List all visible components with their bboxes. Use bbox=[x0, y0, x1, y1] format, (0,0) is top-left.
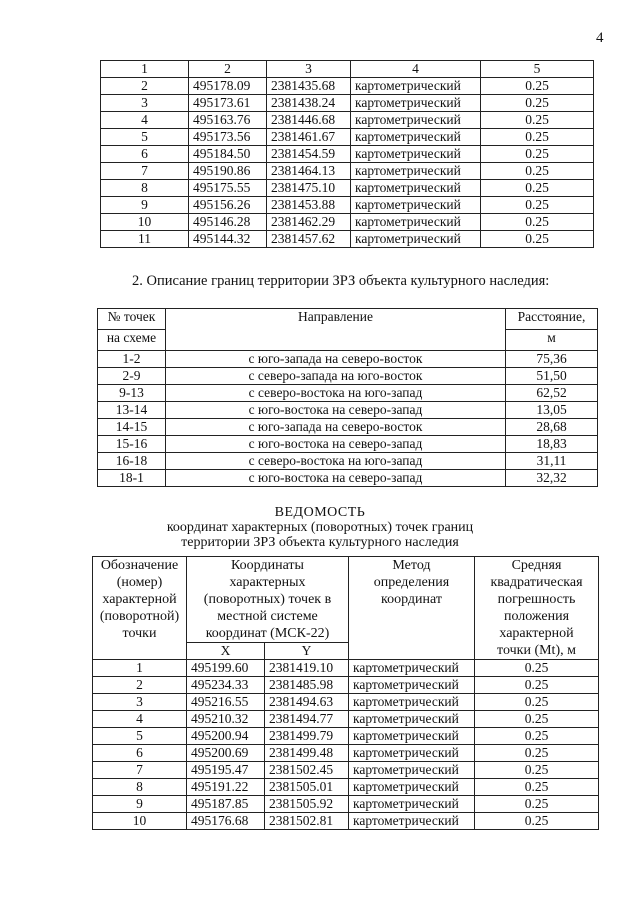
table-cell: с северо-востока на юго-запад bbox=[166, 385, 506, 402]
table-cell: с юго-запада на северо-восток bbox=[166, 419, 506, 436]
table-cell: 0.25 bbox=[475, 660, 599, 677]
table2-header-row bbox=[98, 309, 598, 330]
table-cell: 13-14 bbox=[98, 402, 166, 419]
table-cell: 495191.22 bbox=[187, 779, 265, 796]
header-points-line1: № точек bbox=[98, 309, 166, 330]
table-cell: 2381462.29 bbox=[267, 214, 351, 231]
table-cell: 495163.76 bbox=[189, 112, 267, 129]
table-cell: 0.25 bbox=[481, 180, 594, 197]
table-cell: картометрический bbox=[351, 129, 481, 146]
header-line: характерной bbox=[499, 626, 574, 641]
table-cell: 495175.55 bbox=[189, 180, 267, 197]
table-row bbox=[98, 385, 598, 402]
table-cell: 9-13 bbox=[98, 385, 166, 402]
table-row bbox=[93, 677, 599, 694]
header-distance-line1: Расстояние, bbox=[506, 309, 598, 330]
table-cell: 8 bbox=[101, 180, 189, 197]
table-cell: 0.25 bbox=[475, 813, 599, 830]
table-cell: 495234.33 bbox=[187, 677, 265, 694]
table-cell: 0.25 bbox=[481, 129, 594, 146]
table3-body bbox=[93, 660, 599, 830]
table-cell: 28,68 bbox=[506, 419, 598, 436]
table-cell: 2381461.67 bbox=[267, 129, 351, 146]
table-cell: 4 bbox=[93, 711, 187, 728]
column-number-header: 1 bbox=[101, 61, 189, 78]
table-cell: 2381475.10 bbox=[267, 180, 351, 197]
table-cell: картометрический bbox=[349, 660, 475, 677]
table-cell: картометрический bbox=[349, 796, 475, 813]
table-cell: картометрический bbox=[351, 78, 481, 95]
table-row bbox=[101, 78, 594, 95]
header-distance-line2: м bbox=[506, 330, 598, 351]
table-cell: 2381419.10 bbox=[265, 660, 349, 677]
header-line: Метод bbox=[392, 558, 431, 573]
table-cell: с северо-востока на юго-запад bbox=[166, 453, 506, 470]
table-cell: 10 bbox=[93, 813, 187, 830]
table-cell: 2381502.81 bbox=[265, 813, 349, 830]
table-cell: 4 bbox=[101, 112, 189, 129]
table-cell: с юго-востока на северо-запад bbox=[166, 470, 506, 487]
table-cell: 2381499.48 bbox=[265, 745, 349, 762]
table-cell: 495199.60 bbox=[187, 660, 265, 677]
vedomost-coordinates-table bbox=[92, 556, 599, 830]
table-cell: 2381438.24 bbox=[267, 95, 351, 112]
header-line: характерной bbox=[102, 592, 177, 607]
column-number-header: 2 bbox=[189, 61, 267, 78]
table-row bbox=[98, 402, 598, 419]
table-cell: 495184.50 bbox=[189, 146, 267, 163]
table-cell: 2381502.45 bbox=[265, 762, 349, 779]
table-cell: 62,52 bbox=[506, 385, 598, 402]
header-line: характерных bbox=[229, 575, 306, 590]
table-cell: 2 bbox=[101, 78, 189, 95]
table-cell: 8 bbox=[93, 779, 187, 796]
table-cell: 1 bbox=[93, 660, 187, 677]
header-line: местной системе bbox=[217, 609, 318, 624]
table-cell: 5 bbox=[93, 728, 187, 745]
table-row bbox=[93, 779, 599, 796]
table-cell: 2381499.79 bbox=[265, 728, 349, 745]
header-x: X bbox=[187, 643, 265, 660]
table-cell: 16-18 bbox=[98, 453, 166, 470]
header-line: квадратическая bbox=[490, 575, 583, 590]
header-point-designation bbox=[93, 557, 187, 660]
table-cell: 0.25 bbox=[481, 231, 594, 248]
table-cell: с северо-запада на юго-восток bbox=[166, 368, 506, 385]
table-cell: 2381494.77 bbox=[265, 711, 349, 728]
table-cell: 18-1 bbox=[98, 470, 166, 487]
table-cell: картометрический bbox=[351, 214, 481, 231]
table-cell: 2381453.88 bbox=[267, 197, 351, 214]
table-row bbox=[101, 129, 594, 146]
vedomost-subtitle-line1: координат характерных (поворотных) точек границ bbox=[166, 520, 474, 535]
table-cell: 495200.94 bbox=[187, 728, 265, 745]
table-row bbox=[93, 694, 599, 711]
table-cell: 5 bbox=[101, 129, 189, 146]
table-cell: 495195.47 bbox=[187, 762, 265, 779]
header-line: (номер) bbox=[116, 575, 163, 590]
table-cell: 495173.56 bbox=[189, 129, 267, 146]
table-cell: 14-15 bbox=[98, 419, 166, 436]
table-row bbox=[98, 436, 598, 453]
header-line: координат bbox=[381, 592, 442, 607]
section-2-title: 2. Описание границ территории ЗРЗ объекта культурного наследия: bbox=[132, 273, 550, 289]
column-number-header: 5 bbox=[481, 61, 594, 78]
table-cell: картометрический bbox=[351, 197, 481, 214]
header-direction: Направление bbox=[166, 309, 506, 351]
header-line: определения bbox=[373, 575, 450, 590]
table2-body bbox=[98, 351, 598, 487]
table-row bbox=[101, 214, 594, 231]
header-line: (поворотной) bbox=[99, 609, 180, 624]
table-cell: 2381435.68 bbox=[267, 78, 351, 95]
table-header-row bbox=[101, 61, 594, 78]
table-cell: с юго-востока на северо-запад bbox=[166, 402, 506, 419]
table-cell: с юго-запада на северо-восток bbox=[166, 351, 506, 368]
table-cell: 6 bbox=[101, 146, 189, 163]
header-method bbox=[349, 557, 475, 660]
page-number: 4 bbox=[596, 30, 604, 46]
table-row bbox=[98, 453, 598, 470]
table-cell: 1-2 bbox=[98, 351, 166, 368]
header-line: положения bbox=[503, 609, 570, 624]
table-cell: картометрический bbox=[351, 163, 481, 180]
table-cell: 3 bbox=[101, 95, 189, 112]
header-points-line2: на схеме bbox=[98, 330, 166, 351]
header-line: (поворотных) точек в bbox=[203, 592, 332, 607]
table-cell: 15-16 bbox=[98, 436, 166, 453]
table-cell: 6 bbox=[93, 745, 187, 762]
table-cell: 0.25 bbox=[475, 694, 599, 711]
table-cell: 495146.28 bbox=[189, 214, 267, 231]
header-line: погрешность bbox=[497, 592, 576, 607]
table-cell: 32,32 bbox=[506, 470, 598, 487]
table1-body bbox=[101, 61, 594, 248]
table-cell: 0.25 bbox=[481, 78, 594, 95]
table-row bbox=[101, 95, 594, 112]
table-cell: 0.25 bbox=[481, 163, 594, 180]
table-cell: 0.25 bbox=[481, 214, 594, 231]
table-cell: картометрический bbox=[351, 146, 481, 163]
table-cell: 10 bbox=[101, 214, 189, 231]
table-row bbox=[101, 146, 594, 163]
table-cell: 3 bbox=[93, 694, 187, 711]
table-cell: 51,50 bbox=[506, 368, 598, 385]
table-cell: 495200.69 bbox=[187, 745, 265, 762]
table-cell: 18,83 bbox=[506, 436, 598, 453]
table-cell: картометрический bbox=[349, 677, 475, 694]
table-cell: 495173.61 bbox=[189, 95, 267, 112]
table-row bbox=[93, 762, 599, 779]
table-cell: 13,05 bbox=[506, 402, 598, 419]
table-row bbox=[98, 470, 598, 487]
table-cell: 0.25 bbox=[475, 779, 599, 796]
table-cell: 2381494.63 bbox=[265, 694, 349, 711]
header-line: Обозначение bbox=[100, 558, 179, 573]
table-row bbox=[93, 711, 599, 728]
table-cell: с юго-востока на северо-запад bbox=[166, 436, 506, 453]
table-cell: 495216.55 bbox=[187, 694, 265, 711]
table-cell: 2381485.98 bbox=[265, 677, 349, 694]
table-cell: 495176.68 bbox=[187, 813, 265, 830]
table-cell: 0.25 bbox=[475, 728, 599, 745]
table-row bbox=[101, 197, 594, 214]
header-line: Средняя bbox=[511, 558, 562, 573]
table-cell: 0.25 bbox=[475, 711, 599, 728]
table-cell: 9 bbox=[93, 796, 187, 813]
column-number-header: 3 bbox=[267, 61, 351, 78]
table-row bbox=[93, 660, 599, 677]
table-row bbox=[101, 180, 594, 197]
table-cell: 2381505.92 bbox=[265, 796, 349, 813]
table-cell: 495156.26 bbox=[189, 197, 267, 214]
table-row bbox=[98, 368, 598, 385]
table-cell: 7 bbox=[101, 163, 189, 180]
table-row bbox=[93, 796, 599, 813]
table-cell: картометрический bbox=[349, 813, 475, 830]
table-row bbox=[93, 813, 599, 830]
header-y: Y bbox=[265, 643, 349, 660]
table-cell: 2-9 bbox=[98, 368, 166, 385]
table-cell: 2381464.13 bbox=[267, 163, 351, 180]
table-row bbox=[98, 419, 598, 436]
table-cell: 9 bbox=[101, 197, 189, 214]
header-line: координат (МСК-22) bbox=[205, 626, 330, 641]
table-cell: картометрический bbox=[349, 728, 475, 745]
table-cell: картометрический bbox=[349, 694, 475, 711]
table-cell: 0.25 bbox=[475, 796, 599, 813]
table-cell: 11 bbox=[101, 231, 189, 248]
table-cell: 0.25 bbox=[475, 677, 599, 694]
vedomost-title: ВЕДОМОСТЬ bbox=[274, 505, 366, 520]
table-cell: картометрический bbox=[349, 711, 475, 728]
header-line: Координаты bbox=[231, 558, 304, 573]
header-line: точки (Mt), м bbox=[497, 643, 576, 658]
table-cell: картометрический bbox=[349, 745, 475, 762]
table-cell: 0.25 bbox=[481, 146, 594, 163]
vedomost-subtitle-line2: территории ЗРЗ объекта культурного наследия bbox=[181, 535, 459, 550]
table-row bbox=[101, 112, 594, 129]
table-cell: 495210.32 bbox=[187, 711, 265, 728]
table-cell: 495190.86 bbox=[189, 163, 267, 180]
header-coordinates bbox=[187, 557, 349, 643]
table-cell: 2381454.59 bbox=[267, 146, 351, 163]
table-cell: 31,11 bbox=[506, 453, 598, 470]
table-cell: 495144.32 bbox=[189, 231, 267, 248]
table-cell: картометрический bbox=[349, 779, 475, 796]
table-cell: 0.25 bbox=[481, 197, 594, 214]
coordinates-table-continued bbox=[100, 60, 594, 248]
table-row bbox=[93, 745, 599, 762]
table-row bbox=[98, 351, 598, 368]
table-cell: картометрический bbox=[351, 180, 481, 197]
table-row bbox=[101, 163, 594, 180]
header-line: точки bbox=[122, 626, 157, 641]
table-cell: 2381446.68 bbox=[267, 112, 351, 129]
table-cell: 0.25 bbox=[481, 112, 594, 129]
table-cell: 495187.85 bbox=[187, 796, 265, 813]
table-cell: картометрический bbox=[351, 231, 481, 248]
table-cell: картометрический bbox=[351, 112, 481, 129]
table-cell: 495178.09 bbox=[189, 78, 267, 95]
table-row bbox=[101, 231, 594, 248]
table-cell: 7 bbox=[93, 762, 187, 779]
table-row bbox=[93, 728, 599, 745]
table-cell: 2381457.62 bbox=[267, 231, 351, 248]
column-number-header: 4 bbox=[351, 61, 481, 78]
table-cell: 0.25 bbox=[475, 745, 599, 762]
boundary-description-table bbox=[97, 308, 598, 487]
table-cell: картометрический bbox=[351, 95, 481, 112]
table-cell: картометрический bbox=[349, 762, 475, 779]
table3-header-row bbox=[93, 557, 599, 643]
table-cell: 2 bbox=[93, 677, 187, 694]
table-cell: 0.25 bbox=[475, 762, 599, 779]
table-cell: 75,36 bbox=[506, 351, 598, 368]
header-error bbox=[475, 557, 599, 660]
table-cell: 0.25 bbox=[481, 95, 594, 112]
table-cell: 2381505.01 bbox=[265, 779, 349, 796]
